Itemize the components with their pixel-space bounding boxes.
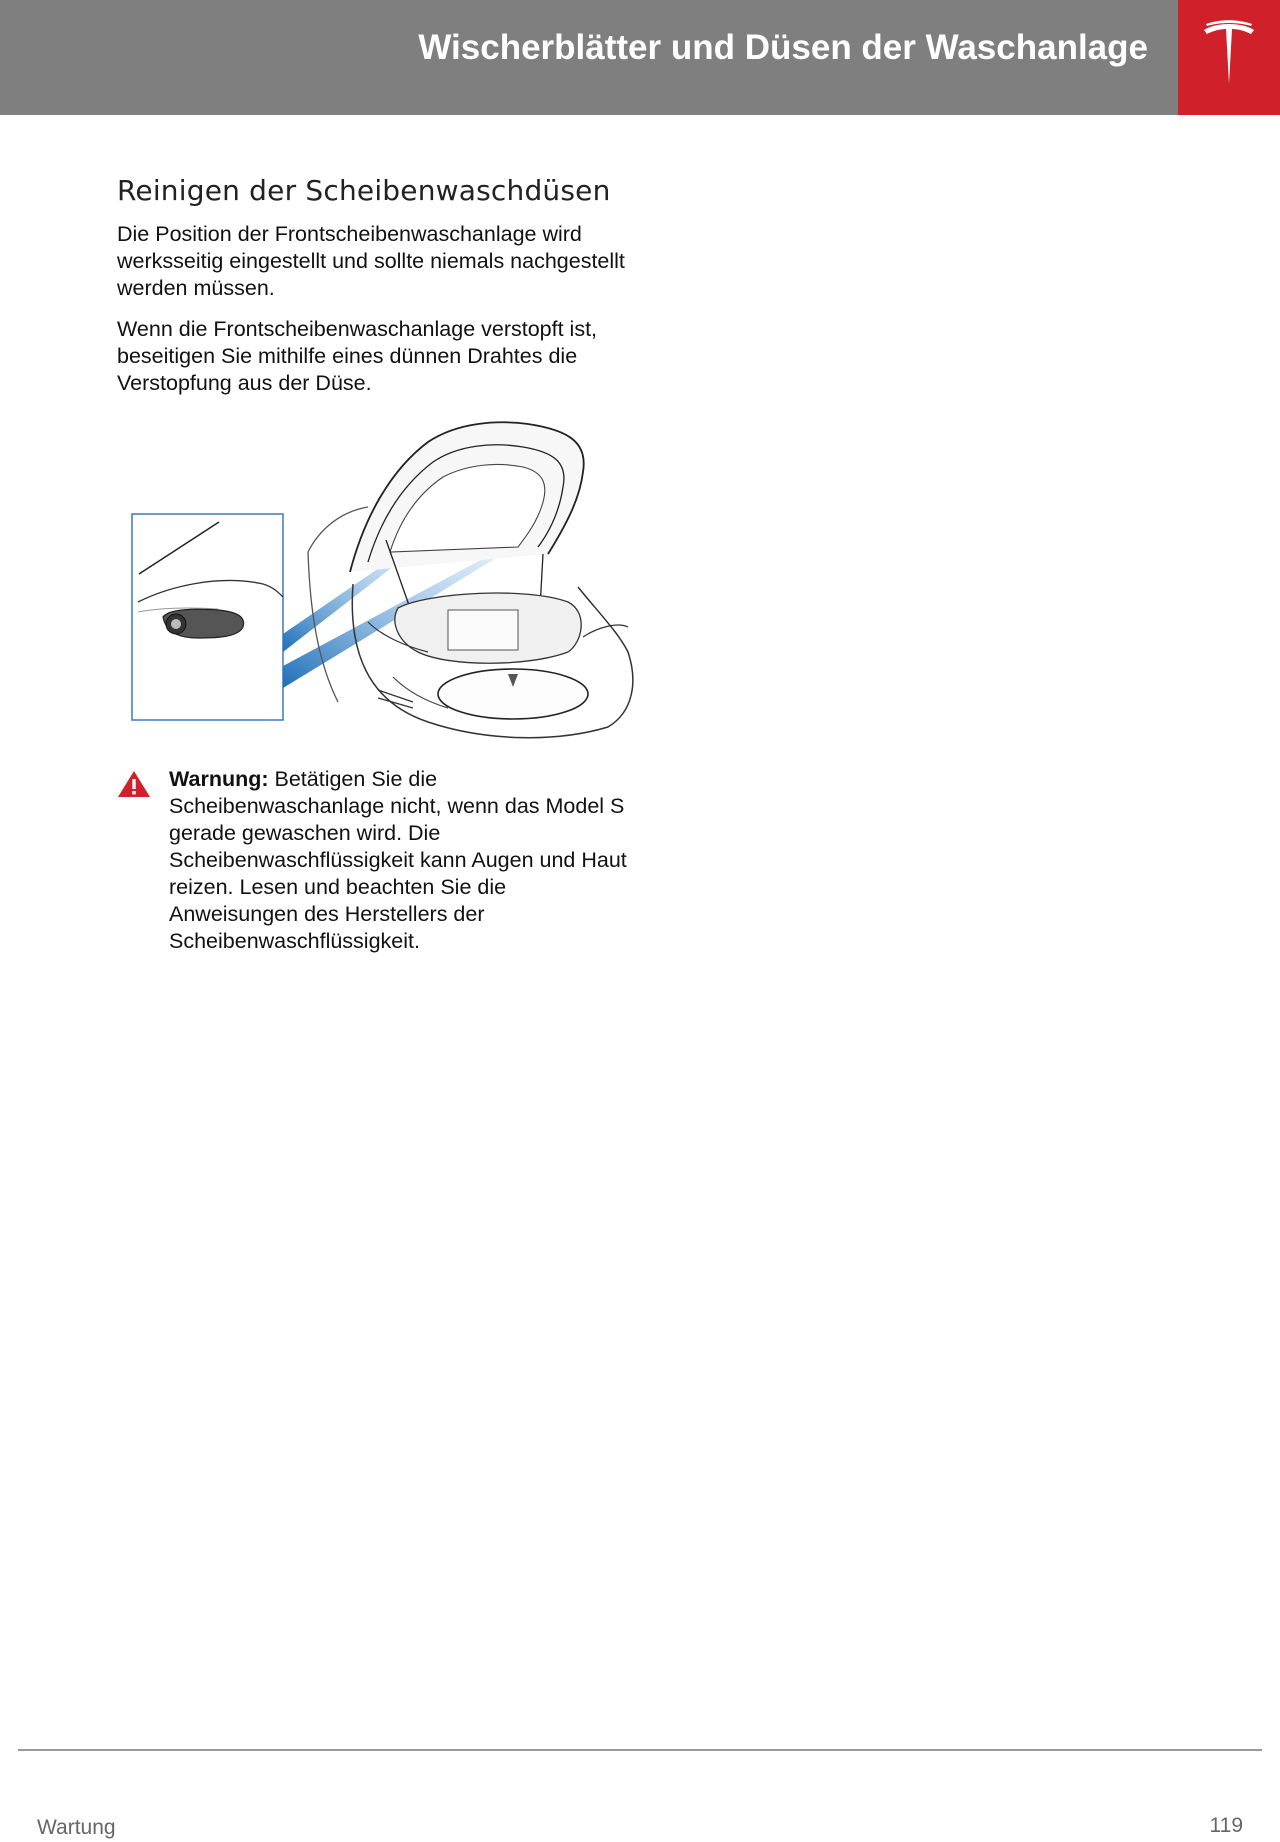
- footer-divider: [18, 1749, 1262, 1751]
- tesla-logo-icon: [1202, 20, 1256, 88]
- warning-text: [169, 766, 639, 955]
- washer-nozzle-illustration: [128, 412, 648, 747]
- body-paragraph: Wenn die Frontscheibenwaschanlage verstopft ist, beseitigen Sie mithilfe eines dünnen Drahtes die Verstopfung aus der Düse.: [117, 317, 598, 395]
- warning-triangle-icon: [117, 770, 151, 798]
- logo-box: [1178, 0, 1280, 115]
- header-bar: [0, 0, 1178, 115]
- footer-section: Wartung: [37, 1816, 116, 1839]
- page-title: Wischerblätter und Düsen der Waschanlage: [418, 28, 1148, 67]
- warning-body: Betätigen Sie die Scheibenwaschanlage nicht, wenn das Model S gerade gewaschen wird. Die Scheibenwaschflüssigkeit kann Augen und Haut reizen. Lesen und beachten Sie die Anweisungen des Herstellers der Scheibenwaschflüssigkeit.: [169, 767, 627, 953]
- page-number: 119: [1209, 1814, 1243, 1837]
- section-heading: Reinigen der Scheibenwaschdüsen: [117, 174, 611, 207]
- warning-label: Warnung:: [169, 767, 269, 791]
- body-paragraph: Die Position der Frontscheibenwaschanlage wird werksseitig eingestellt und sollte niemals nachgestellt werden müssen.: [117, 222, 625, 300]
